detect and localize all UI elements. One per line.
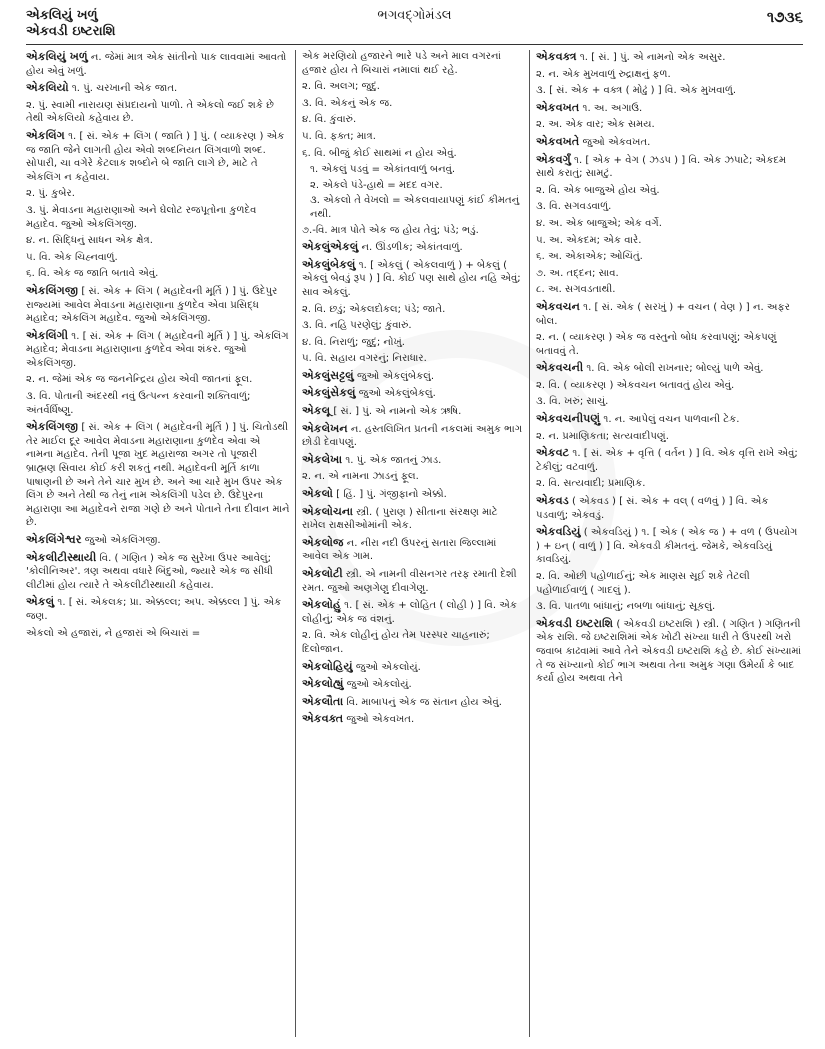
dictionary-entry: [26, 533, 290, 548]
dictionary-entry: [26, 329, 290, 371]
definition-text: [ સં. એક + લિંગ ( મહાદેવની મૂર્તિ ) ] પું. ઉદેપુર રાજ્યમાં આવેલ મેવાડના મહારાણાના કુળદેવ એવા પ્રસિદ્ધ મહાદેવ; એકલિંગ મહાદેવ. જુઓ એકલિંગજી.: [26, 285, 278, 325]
definition-text: ૩. વિ. એકનું એક જ.: [302, 97, 393, 109]
entry-sense: [536, 84, 802, 98]
entry-sense: [302, 80, 524, 94]
definition-text: ૩. વિ. નહિ પરણેલું; કુંવારું.: [302, 320, 412, 332]
entry-sense: [536, 68, 802, 82]
definition-text: એક મરણિયો હજારને ભારે પડે અને માલ વગરનાં હજાર હોય તે બિચારાં નમાલાં થઈ રહે.: [302, 51, 501, 76]
definition-text: ( એકવડ ) [ સં. એક + વલ્ ( વળવું ) ] વિ. એક પડવાળું; એકવડું.: [536, 496, 769, 521]
dictionary-entry: [302, 453, 524, 468]
dictionary-entry: [536, 446, 802, 474]
book-title: ભગવદ્ગોમંડલ: [377, 8, 452, 23]
headword: એકલેખન: [302, 421, 348, 435]
definition-text: ૨. પું. સ્વામી નારાયણ સંપ્રદાયનો પાળો. તે એકલો જઈ શકે છે તેથી એકલિયો કહેવાય છે.: [26, 99, 274, 125]
entry-sense: [302, 50, 524, 77]
dictionary-entry: [302, 258, 524, 300]
definition-text: ૧. પું. એક જાતનું ઝાડ.: [342, 454, 442, 466]
headword: એકલોજ: [302, 535, 344, 549]
entry-sense: [302, 147, 524, 161]
headword: એકવક્ત: [302, 712, 344, 726]
definition-text: ૨. વિ. એક બાજુએ હોય એવું.: [536, 184, 660, 196]
entry-sense: [302, 130, 524, 144]
column-divider: [529, 50, 530, 1037]
definition-text: સ્ત્રી. એ નામની વીસનગર તરફ રમાતી દેશી રમત. જુઓ અણગેણુ દીવાગેણુ.: [302, 569, 517, 594]
definition-text: જુઓ એકલોયું.: [352, 661, 421, 673]
dictionary-entry: [26, 50, 290, 78]
first-guide-word: એકલિયું ખળું: [26, 8, 98, 23]
definition-text: ૨. ન. એક મુખવાળું રુદ્રાક્ષનું ફળ.: [536, 68, 671, 80]
dictionary-entry: [536, 135, 802, 150]
definition-text: ૫. વિ. ફક્ત; માત્ર.: [302, 130, 376, 142]
definition-text: ૨. ન. જેમાં એક જ જનનેન્દ્રિય હોય એવી જાતનાં ફૂલ.: [26, 374, 253, 386]
definition-text: ૧. પું. ચરખાની એક જાત.: [68, 83, 178, 95]
dictionary-entry: [536, 494, 802, 522]
definition-text: વિ. ( ગણિત ) એક જ સુરેખા ઉપર આવેલું; 'કોલીનિઅર'. ત્રણ અથવા વધારે બિંદુઓ, જ્યારે એક જ સીધી લીટીમાં હોય ત્યારે તે એકલીટીસ્થાયી કહેવાય.: [26, 552, 273, 591]
entry-sense: [536, 250, 802, 264]
definition-text: ૨. વિ. સત્યવાદી; પ્રમાણિક.: [536, 478, 646, 490]
headword: એકવચન: [536, 299, 580, 313]
definition-text: ન. ઊંડળીક; એકાંતવાળું.: [358, 242, 463, 254]
definition-text: ૫. વિ. એક ચિહ્નવાળું.: [26, 251, 118, 263]
definition-text: ૨. પું. કુબેર.: [26, 188, 75, 200]
headword: એકલિંગ: [26, 128, 65, 142]
definition-text: ૬. વિ. બીજું કોઈ સાથમાં ન હોય એવું.: [302, 147, 457, 159]
definition-text: ૧. [ સં. એક + લિંગ ( મહાદેવની મૂર્તિ ) ] પું. એકલિંગ મહાદેવ; મેવાડના મહારાણાના કુળદેવ એવા શંકર. જુઓ એકલિંગજી.: [26, 330, 289, 369]
definition-text: જુઓ એકવખત.: [579, 136, 651, 148]
entry-sense: [536, 477, 802, 491]
definition-text: ૧. [ સં. એક + વૃત્તિ ( વર્તન ) ] વિ. એક વૃત્તિ રાખે એવું; ટેકીલું; વટવાળું.: [536, 448, 798, 473]
definition-text: ૧. ન. આપેલું વચન પાળવાની ટેક.: [600, 414, 740, 426]
entry-sense: [302, 224, 524, 238]
column-3: [536, 50, 802, 1039]
definition-text: ૪. ન. સિદ્ધિનું સાધન એક ક્ષેત્ર.: [26, 235, 153, 247]
definition-text: ૨. ન. પ્રમાણિકતા; સત્યવાદીપણું.: [536, 430, 669, 442]
entry-sense: [536, 234, 802, 248]
dictionary-entry: [536, 50, 802, 65]
dictionary-entry: [302, 404, 524, 419]
entry-sense: [536, 283, 802, 297]
dictionary-entry: [536, 617, 802, 686]
entry-sense: [302, 303, 524, 317]
dictionary-entry: [302, 240, 524, 255]
entry-sense: [536, 184, 802, 198]
definition-text: [ સં. એક + લિંગ ( મહાદેવની મૂર્તિ ) ] પું. ચિતોડથી તેર માઈલ દૂર આવેલ મેવાડના મહારાણાના કુળદેવ એવા એ નામના મહાદેવ. તેની પૂજા ખુદ મહારાજા અગર તો પૂજારી બ્રાહ્મણ સિવાય કોઈ કરી શકતું નથી. મહાદેવની મૂર્તિ કાળા પાષાણની છે અને તેને ચાર મુખ છે. અને આ ચારે મુખ ઉપર એક લિંગ છે અને તેથી જ તેનું નામ એકલિંગી પડેલ છે. ઉદેપુરના મહારાણા આ મહાદેવને રાજા ગણે છે અને પોતાને તેના દીવાન માને છે.: [26, 422, 290, 529]
dictionary-entry: [302, 660, 524, 675]
definition-text: ૩. પું. મેવાડના મહારાણાઓ અને ઘેલોટ રજપૂતોના કુળદેવ મહાદેવ. જુઓ એકલિંગજી.: [26, 204, 257, 230]
page-header: [26, 8, 803, 42]
definition-text: ન. નીરા નદી ઉપરનું સતારા જિલ્લામાં આવેલ એક ગામ.: [302, 537, 497, 563]
headword: એકલોહું: [302, 598, 341, 612]
definition-text: ૨. ન. એ નામના ઝાડનું ફૂલ.: [302, 471, 419, 483]
definition-text: જુઓ એકલોયું.: [343, 679, 412, 691]
definition-text: ૩. વિ. સગવડવાળું.: [536, 201, 612, 213]
entry-sense: [536, 570, 802, 597]
entry-sense: [26, 267, 290, 281]
headword: એકવચની: [536, 361, 584, 375]
definition-text: ૫. વિ. સહાય વગરનું; નિરાધાર.: [302, 353, 427, 365]
entry-sense: [26, 187, 290, 201]
definition-text: ૩. વિ. પાતળા બાંધાનું; નબળા બાંધાનું; સૂકલું.: [536, 601, 716, 613]
dictionary-entry: [302, 386, 524, 401]
dictionary-entry: [26, 551, 290, 593]
column-2: [302, 50, 524, 1039]
definition-text: જુઓ એકવખત.: [343, 714, 415, 726]
definition-text: ૨. એકલે પંડે-હાથે = મદદ વગર.: [310, 179, 443, 191]
dictionary-entry: [302, 505, 524, 533]
headword: એકલુંસેકલું: [302, 386, 356, 400]
headword: એકવખત: [536, 100, 580, 114]
definition-text: ૫. અ. એકદમ; એક વારે.: [536, 234, 642, 246]
definition-text: ૨. વિ. એક લોહીનું હોય તેમ પરસ્પર ચાહનારું; દિલોજાન.: [302, 630, 490, 655]
entry-sense: [310, 163, 524, 177]
definition-text: ૨. વિ. છડું; એકલદોકલ; પંડે; જાતે.: [302, 303, 446, 315]
headword: એકલોટી: [302, 567, 343, 580]
definition-text: ૧. અ. અગાઉ.: [579, 102, 643, 114]
entry-sense: [536, 430, 802, 444]
headword: એકવર્ગું: [536, 152, 571, 166]
dictionary-entry: [536, 101, 802, 116]
last-guide-word: એકવડી ઇષ્ટરાશિ: [26, 24, 116, 39]
dictionary-entry: [302, 369, 524, 384]
definition-text: ૨. વિ. ઓછી પહોળાઈનું; એક માણસ સૂઈ શકે તેટલી પહોળાઈવાળું ( ગાદલું ).: [536, 571, 750, 596]
dictionary-entry: [302, 677, 524, 692]
headword: એકલિયો: [26, 81, 69, 95]
definition-text: [ સં. ] પું. એ નામનો એક ઋષિ.: [330, 406, 462, 418]
definition-text: ન. જેમાં માત્ર એક સાંતીનો પાક લાવવામાં આવતો હોય એવું ખળું.: [26, 52, 287, 77]
dictionary-entry: [302, 536, 524, 564]
headword: એકવચનીપણું: [536, 412, 601, 426]
header-rule: [26, 44, 803, 45]
entry-sense: [26, 234, 290, 248]
dictionary-entry: [26, 129, 290, 184]
entry-sense: [536, 118, 802, 132]
dictionary-entry: [536, 361, 802, 376]
definition-text: ૪. વિ. નિરાળું; જુદું; નોખું.: [302, 336, 405, 348]
headword: એકલોહિયું: [302, 659, 353, 673]
headword: એકલોચના: [302, 504, 353, 518]
headword: એકલિંગેશ્વર: [26, 533, 82, 546]
dictionary-entry: [536, 300, 802, 328]
entry-sense: [536, 217, 802, 231]
definition-text: ૬. અ. એકાએક; ઓચિંતું.: [536, 251, 643, 263]
headword: એકલિયું ખળું: [26, 50, 88, 63]
definition-text: ૨. અ. એક વાર; એક સમય.: [536, 119, 655, 131]
entry-sense: [302, 336, 524, 350]
column-1: [26, 50, 290, 1039]
definition-text: [ હિં. ] પું. ગંજીફાનો એક્કો.: [332, 489, 447, 501]
headword: એકવડિયું: [536, 525, 581, 539]
headword: એકવક્ત્ર: [536, 50, 577, 63]
definition-text: ૧. [ સં. એક + લિંગ ( જાતિ ) ] પું. ( વ્યાકરણ ) એક જ જાતિ જેને લાગતી હોય એવો શબ્દનિયત લિંગવાળો શબ્દ. સોપારી, ચા વગેરે કેટલાક શબ્દોને બે જાતિ લાગે છે, માટે તે એકલિંગ ન કહેવાય.: [26, 130, 285, 183]
definition-text: ૮. અ. સગવડતાથી.: [536, 284, 616, 296]
dictionary-entry: [536, 153, 802, 181]
definition-text: ( એકવડી ઇષ્ટરાશિ ) સ્ત્રી. ( ગણિત ) ગણિતની એક રાશિ. જે ઇષ્ટરાશિમાં એક ખોટી સંખ્યા ધારી તે ઉપરથી ખરો જવાબ કાઢવામાં આવે તેને એકવડી ઇષ્ટરાશિ કહે છે. કોઈ સંખ્યામાં તે જ સંખ્યાનો કોઈ ભાગ અથવા તેના અમુક ગણા ઉમેર્યા કે બાદ કર્યા હોય અથવા તેને: [536, 618, 802, 685]
entry-sense: [302, 97, 524, 111]
entry-sense: [302, 113, 524, 127]
entry-sense: [26, 99, 290, 126]
entry-sense: [26, 204, 290, 231]
definition-text: ૧. [ સં. એકલક; પ્રા. એક્કલ્લ; અપ. એક્કલ્લ ] પું. એક જણ.: [26, 597, 282, 622]
entry-sense: [302, 352, 524, 366]
definition-text: ૨. વિ. અલગ; જુદું.: [302, 81, 380, 93]
definition-text: વિ. માબાપનું એક જ સંતાન હોય એવું.: [343, 696, 502, 708]
entry-sense: [536, 200, 802, 214]
headword: એકવડી ઇષ્ટરાશિ: [536, 616, 614, 630]
definition-text: ૩. વિ. ખરું; સાચું.: [536, 396, 609, 408]
definition-text: ૧. એકલું પડવું = એકાંતવાળું બનવું.: [310, 164, 456, 176]
definition-text: ૭.-વિ. માત્ર પોતે એક જ હોય તેવું; પંડે; ભડું.: [302, 224, 479, 236]
definition-text: ૭. અ. તદ્દન; સાવ.: [536, 267, 619, 279]
headword: એકલેખા: [302, 452, 343, 466]
headword: એકવડ: [536, 494, 569, 508]
headword: એકલું: [26, 595, 55, 609]
entry-sense: [310, 194, 524, 221]
headword: એકવખતે: [536, 134, 580, 148]
dictionary-entry: [26, 284, 290, 326]
entry-sense: [536, 600, 802, 614]
column-divider: [295, 50, 296, 1037]
definition-text: સ્ત્રી. ( પુરાણ ) સીતાના સંરક્ષણ માટે રાખેલ રાક્ષસીઓમાંની એક.: [302, 506, 498, 532]
headword: એકલૌતા: [302, 694, 344, 708]
headword: એકલોહ્યું: [302, 677, 344, 691]
headword: એકલિંગજી: [26, 420, 79, 434]
definition-text: ૨. ન. ( વ્યાકરણ ) એક જ વસ્તુનો બોધ કરવાપણું; એકપણું બતાવવું તે.: [536, 332, 777, 357]
dictionary-entry: [26, 81, 290, 96]
definition-text: ૧. વિ. એક બોલી રાખનાર; બોલ્યું પાળે એવું.: [583, 363, 764, 375]
dictionary-entry: [302, 487, 524, 502]
definition-text: ૩. એકલો તે વેખલો = એકલવાયાપણું કાંઈ કીમતનું નથી.: [310, 195, 520, 220]
headword: એકલૂ: [302, 404, 331, 418]
definition-text: ૧. [ એકલું ( એકલવાળું ) + બેકલું ( એકલું બેવડું રૂપ ) ] વિ. કોઈ પણ સાથે હોય નહિ એવું; સાવ એકલું.: [302, 259, 521, 298]
definition-text: ૧. [ સં. એક + લોહિત ( લોહી ) ] વિ. એક લોહીનું; એક જ વંશનું.: [302, 600, 518, 625]
headword: એકલુંએકલું: [302, 240, 359, 254]
entry-sense: [26, 373, 290, 387]
entry-sense: [536, 267, 802, 281]
definition-text: એકલો એ હજારાં, ને હજારાં એ બિચારાં =: [26, 627, 201, 639]
dictionary-entry: [302, 567, 524, 595]
entry-sense: [536, 331, 802, 358]
headword: એકલિંગી: [26, 328, 69, 342]
dictionary-entry: [302, 422, 524, 450]
dictionary-entry: [26, 595, 290, 623]
headword: એકલો: [302, 487, 333, 501]
dictionary-entry: [302, 695, 524, 710]
definition-text: ૧. [ એક + વેગ ( ઝડપ ) ] વિ. એક ઝપાટે; એકદમ સાથે કરાતું; સામટું.: [536, 154, 787, 180]
entry-sense: [26, 627, 290, 641]
entry-sense: [536, 379, 802, 393]
dictionary-entry: [302, 712, 524, 727]
entry-sense: [310, 179, 524, 193]
headword: એકલુંસટ્ટલું: [302, 368, 354, 382]
definition-text: ૩. વિ. પોતાની અંદરથી નવું ઉત્પન્ન કરવાની શક્તિવાળું; અંતર્વર્ધિષ્ણુ.: [26, 391, 251, 416]
dictionary-entry: [302, 598, 524, 626]
headword: એકલુંબેકલું: [302, 257, 356, 271]
definition-text: ૧. [ સં. ] પું. એ નામનો એક અસુર.: [576, 52, 726, 63]
definition-text: ૧. [ સં. એક ( સરખું ) + વચન ( વેણ ) ] ન. અફર બોલ.: [536, 301, 790, 327]
headword: એકલિંગજી: [26, 283, 79, 297]
entry-sense: [26, 390, 290, 417]
entry-sense: [26, 251, 290, 265]
headword: એકલીટીસ્થાયી: [26, 550, 97, 564]
page-number: ૧૭૩૬: [766, 8, 803, 26]
dictionary-entry: [26, 420, 290, 530]
definition-text: ૪. વિ. કુંવારું.: [302, 114, 357, 126]
definition-text: જુઓ એકલુંબેકલું.: [355, 388, 436, 400]
definition-text: ( એકવડિયું ) ૧. [ એક ( એક જ ) + વળ ( ઉપયોગ ) + ઇન્ ( વાળું ) ] વિ. એકવડી કીમતનું. જેમકે, એકવડિયું કાવડિયું.: [536, 527, 798, 566]
definition-text: ૪. અ. એક બાજુએ; એક વર્ગે.: [536, 217, 662, 229]
entry-sense: [302, 470, 524, 484]
entry-sense: [302, 319, 524, 333]
definition-text: ન. હસ્તલિખિત પ્રતની નકલમાં અમુક ભાગ છોડી દેવાપણું.: [302, 423, 523, 449]
definition-text: જુઓ એકલિંગજી.: [81, 535, 161, 546]
dictionary-entry: [536, 412, 802, 427]
headword: એકવટ: [536, 446, 570, 460]
definition-text: ૩. [ સં. એક + વક્ત્ર ( મોઢું ) ] વિ. એક મુખવાળું.: [536, 85, 737, 97]
definition-text: જુઓ એકલુંબેકલું.: [353, 370, 435, 382]
dictionary-entry: [536, 525, 802, 567]
definition-text: ૬. વિ. એક જ જાતિ બતાવે એવું.: [26, 268, 159, 280]
entry-sense: [302, 629, 524, 656]
definition-text: ૨. વિ. ( વ્યાકરણ ) એકવચન બતાવતું હોય એવું.: [536, 379, 735, 391]
entry-sense: [536, 395, 802, 409]
